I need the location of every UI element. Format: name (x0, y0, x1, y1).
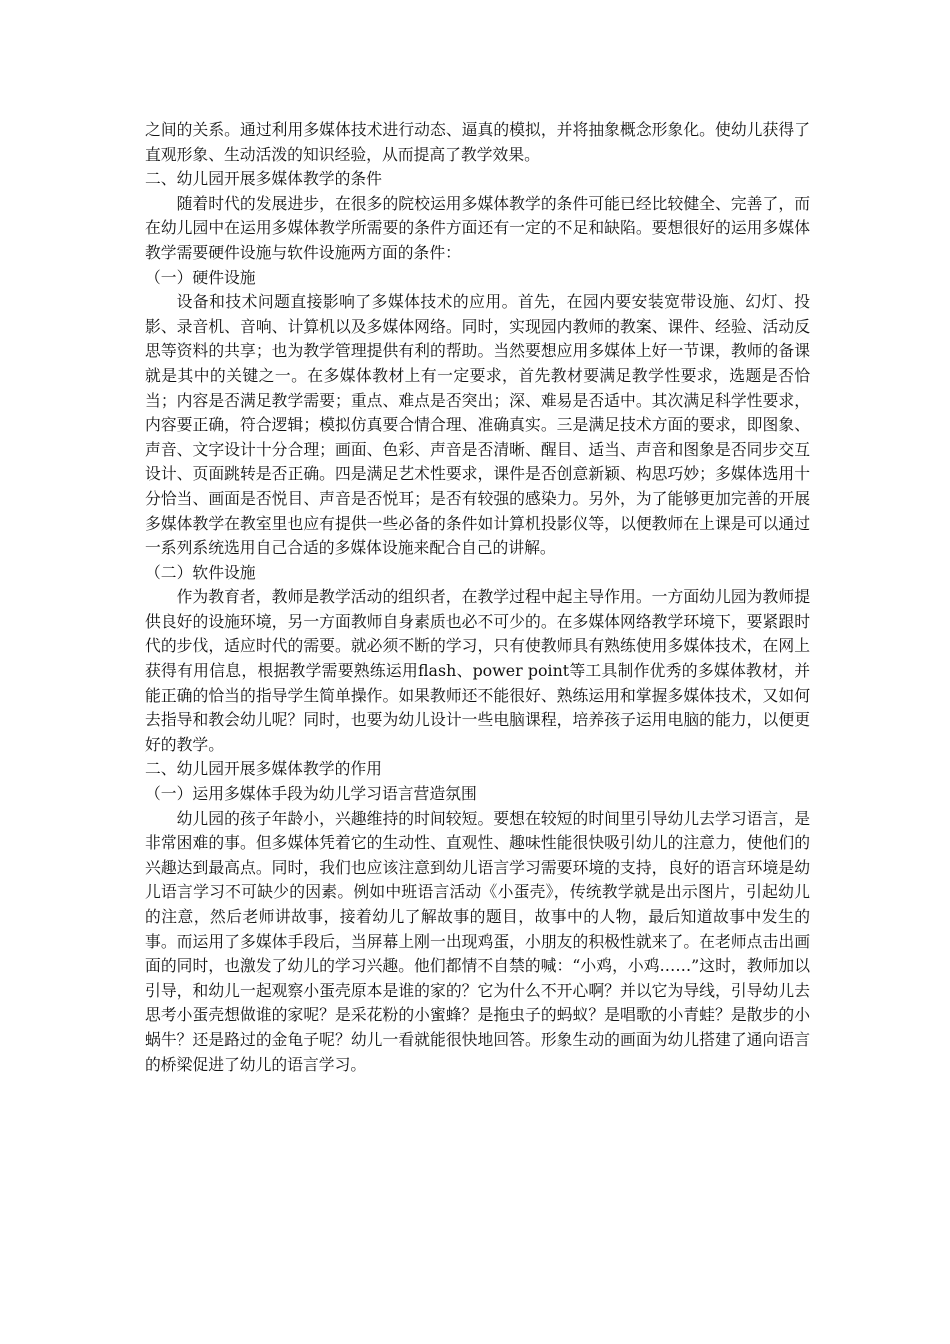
paragraph-continuation: 之间的关系。通过利用多媒体技术进行动态、逼真的模拟，并将抽象概念形象化。使幼儿获得了直观形象、生动活泼的知识经验，从而提高了教学效果。 (145, 120, 810, 164)
paragraph-hardware: 设备和技术问题直接影响了多媒体技术的应用。首先，在园内要安装宽带设施、幻灯、投影、录音机、音响、计算机以及多媒体网络。同时，实现园内教师的教案、课件、经验、活动反思等资料的共享；也为教学管理提供有利的帮助。当然要想应用多媒体上好一节课，教师的备课就是其中的关键之一。在多媒体教材上有一定要求，首先教材要满足教学性要求，选题是否恰当；内容是否满足教学需要；重点、难点是否突出；深、难易是否适中。其次满足科学性要求，内容要正确，符合逻辑；模拟仿真要合情合理、准确真实。三是满足技术方面的要求，即图象、声音、文字设计十分合理；画面、色彩、声音是否清晰、醒目、适当、声音和图象是否同步交互设计、页面跳转是否正确。四是满足艺术性要求，课件是否创意新颖、构思巧妙；多媒体选用十分恰当、画面是否悦目、声音是否悦耳；是否有较强的感染力。另外，为了能够更加完善的开展多媒体教学在教室里也应有提供一些必备的条件如计算机投影仪等，以便教师在上课是可以通过一系列系统选用自己合适的多媒体设施来配合自己的讲解。 (145, 292, 810, 558)
document-body (145, 118, 810, 1077)
paragraph-software: 作为教育者，教师是教学活动的组织者，在教学过程中起主导作用。一方面幼儿园为教师提供良好的设施环境，另一方面教师自身素质也必不可少的。在多媒体网络教学环境下，要紧跟时代的步伐，适应时代的需要。就必须不断的学习，只有使教师具有熟练使用多媒体技术，在网上获得有用信息，根据教学需要熟练运用flash、power point等工具制作优秀的多媒体教材，并能正确的恰当的指导学生简单操作。如果教师还不能很好、熟练运用和掌握多媒体技术，又如何去指导和教会幼儿呢？同时，也要为幼儿设计一些电脑课程，培养孩子运用电脑的能力，以便更好的教学。 (145, 587, 810, 754)
paragraph-language: 幼儿园的孩子年龄小，兴趣维持的时间较短。要想在较短的时间里引导幼儿去学习语言，是非常困难的事。但多媒体凭着它的生动性、直观性、趣味性能很快吸引幼儿的注意力，使他们的兴趣达到最高点。同时，我们也应该注意到幼儿语言学习需要环境的支持，良好的语言环境是幼儿语言学习不可缺少的因素。例如中班语言活动《小蛋壳》，传统教学就是出示图片，引起幼儿的注意，然后老师讲故事，接着幼儿了解故事的题目，故事中的人物，最后知道故事中发生的事。而运用了多媒体手段后，当屏幕上刚一出现鸡蛋，小朋友的积极性就来了。在老师点击出画面的同时，也激发了幼儿的学习兴趣。他们都情不自禁的喊：“小鸡，小鸡……”这时，教师加以引导，和幼儿一起观察小蛋壳原本是谁的家的？它为什么不开心啊？并以它为导线，引导幼儿去思考小蛋壳想做谁的家呢？是采花粉的小蜜蜂？是拖虫子的蚂蚁？是唱歌的小青蛙？是散步的小蜗牛？还是路过的金龟子呢？幼儿一看就能很快地回答。形象生动的画面为幼儿搭建了通向语言的桥梁促进了幼儿的语言学习。 (145, 808, 810, 1074)
subsection-heading-hardware: （一）硬件设施 (145, 267, 256, 287)
section-heading-conditions: 二、幼儿园开展多媒体教学的条件 (145, 169, 382, 189)
subsection-heading-software: （二）软件设施 (145, 562, 256, 582)
paragraph-conditions-intro: 随着时代的发展进步，在很多的院校运用多媒体教学的条件可能已经比较健全、完善了，而在幼儿园中在运用多媒体教学所需要的条件方面还有一定的不足和缺陷。要想很好的运用多媒体教学需要硬件设施与软件设施两方面的条件： (145, 193, 810, 262)
section-heading-effects: 二、幼儿园开展多媒体教学的作用 (145, 759, 382, 779)
subsection-heading-language: （一）运用多媒体手段为幼儿学习语言营造氛围 (145, 784, 477, 804)
